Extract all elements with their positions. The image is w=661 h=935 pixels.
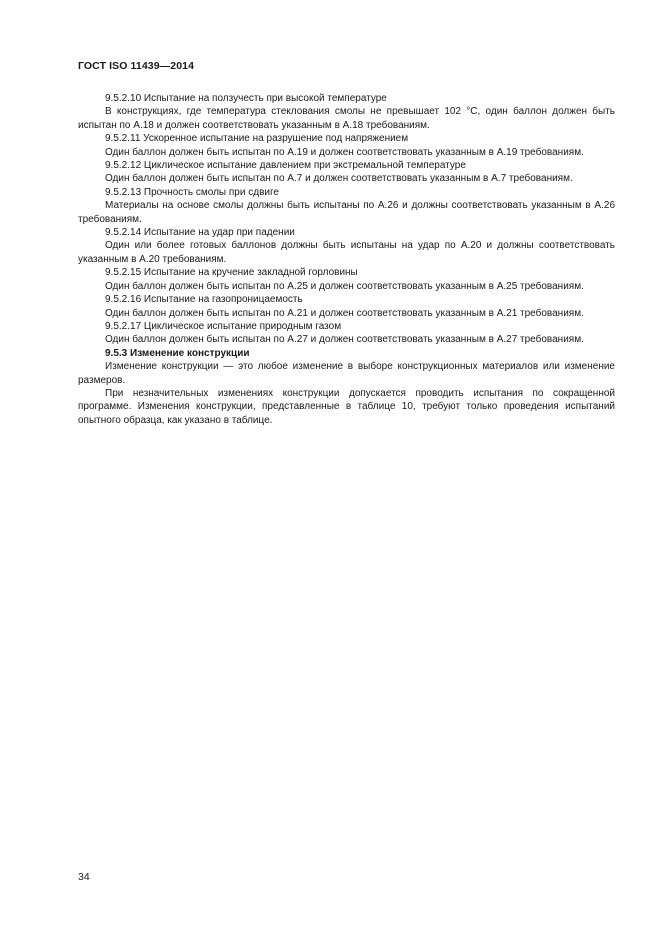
paragraph: Один баллон должен быть испытан по А.19 и должен соответствовать указанным в А.19 требованиям. bbox=[105, 146, 584, 158]
section-heading-9-5-2-14: 9.5.2.14 Испытание на удар при падении bbox=[105, 227, 295, 239]
section-heading-9-5-2-10: 9.5.2.10 Испытание на ползучесть при высокой температуре bbox=[105, 93, 387, 104]
document-header: ГОСТ ISO 11439—2014 bbox=[78, 60, 195, 72]
section-heading-9-5-2-16: 9.5.2.16 Испытание на газопроницаемость bbox=[105, 294, 303, 306]
section-heading-9-5-2-13: 9.5.2.13 Прочность смолы при сдвиге bbox=[105, 186, 279, 198]
paragraph: При незначительных изменениях конструкции допускается проводить испытания по сокращенной программе. Изменения конструкции, представленные в таблице 10, требуют только проведения испытаний опытного образца, как указано в таблице. bbox=[78, 387, 615, 426]
paragraph: В конструкциях, где температура стеклования смолы не превышает 102 °С, один баллон должен быть испытан по А.18 и должен соответствовать указанным в А.18 требованиям. bbox=[78, 106, 615, 131]
paragraph: Материалы на основе смолы должны быть испытаны по А.26 и должны соответствовать указанным в А.26 требованиям. bbox=[78, 200, 615, 225]
paragraph: Один или более готовых баллонов должны быть испытаны на удар по А.20 и должны соответствовать указанным в А.20 требованиям. bbox=[78, 240, 615, 265]
section-heading-9-5-3: 9.5.3 Изменение конструкции bbox=[105, 347, 250, 359]
paragraph: Один баллон должен быть испытан по А.7 и должен соответствовать указанным в А.7 требованиям. bbox=[105, 173, 573, 185]
page-number: 34 bbox=[78, 871, 90, 883]
document-body bbox=[78, 92, 615, 427]
section-heading-9-5-2-17: 9.5.2.17 Циклическое испытание природным газом bbox=[105, 320, 342, 332]
paragraph: Изменение конструкции — это любое изменение в выборе конструкционных материалов или изменение размеров. bbox=[78, 361, 615, 386]
paragraph: Один баллон должен быть испытан по А.27 и должен соответствовать указанным в А.27 требованиям. bbox=[105, 334, 584, 346]
paragraph: Один баллон должен быть испытан по А.25 и должен соответствовать указанным в А.25 требованиям. bbox=[105, 280, 584, 292]
section-heading-9-5-2-11: 9.5.2.11 Ускоренное испытание на разрушение под напряжением bbox=[105, 133, 409, 145]
paragraph: Один баллон должен быть испытан по А.21 и должен соответствовать указанным в А.21 требованиям. bbox=[105, 307, 584, 319]
section-heading-9-5-2-15: 9.5.2.15 Испытание на кручение закладной горловины bbox=[105, 267, 358, 279]
section-heading-9-5-2-12: 9.5.2.12 Циклическое испытание давлением при экстремальной температуре bbox=[105, 160, 466, 172]
